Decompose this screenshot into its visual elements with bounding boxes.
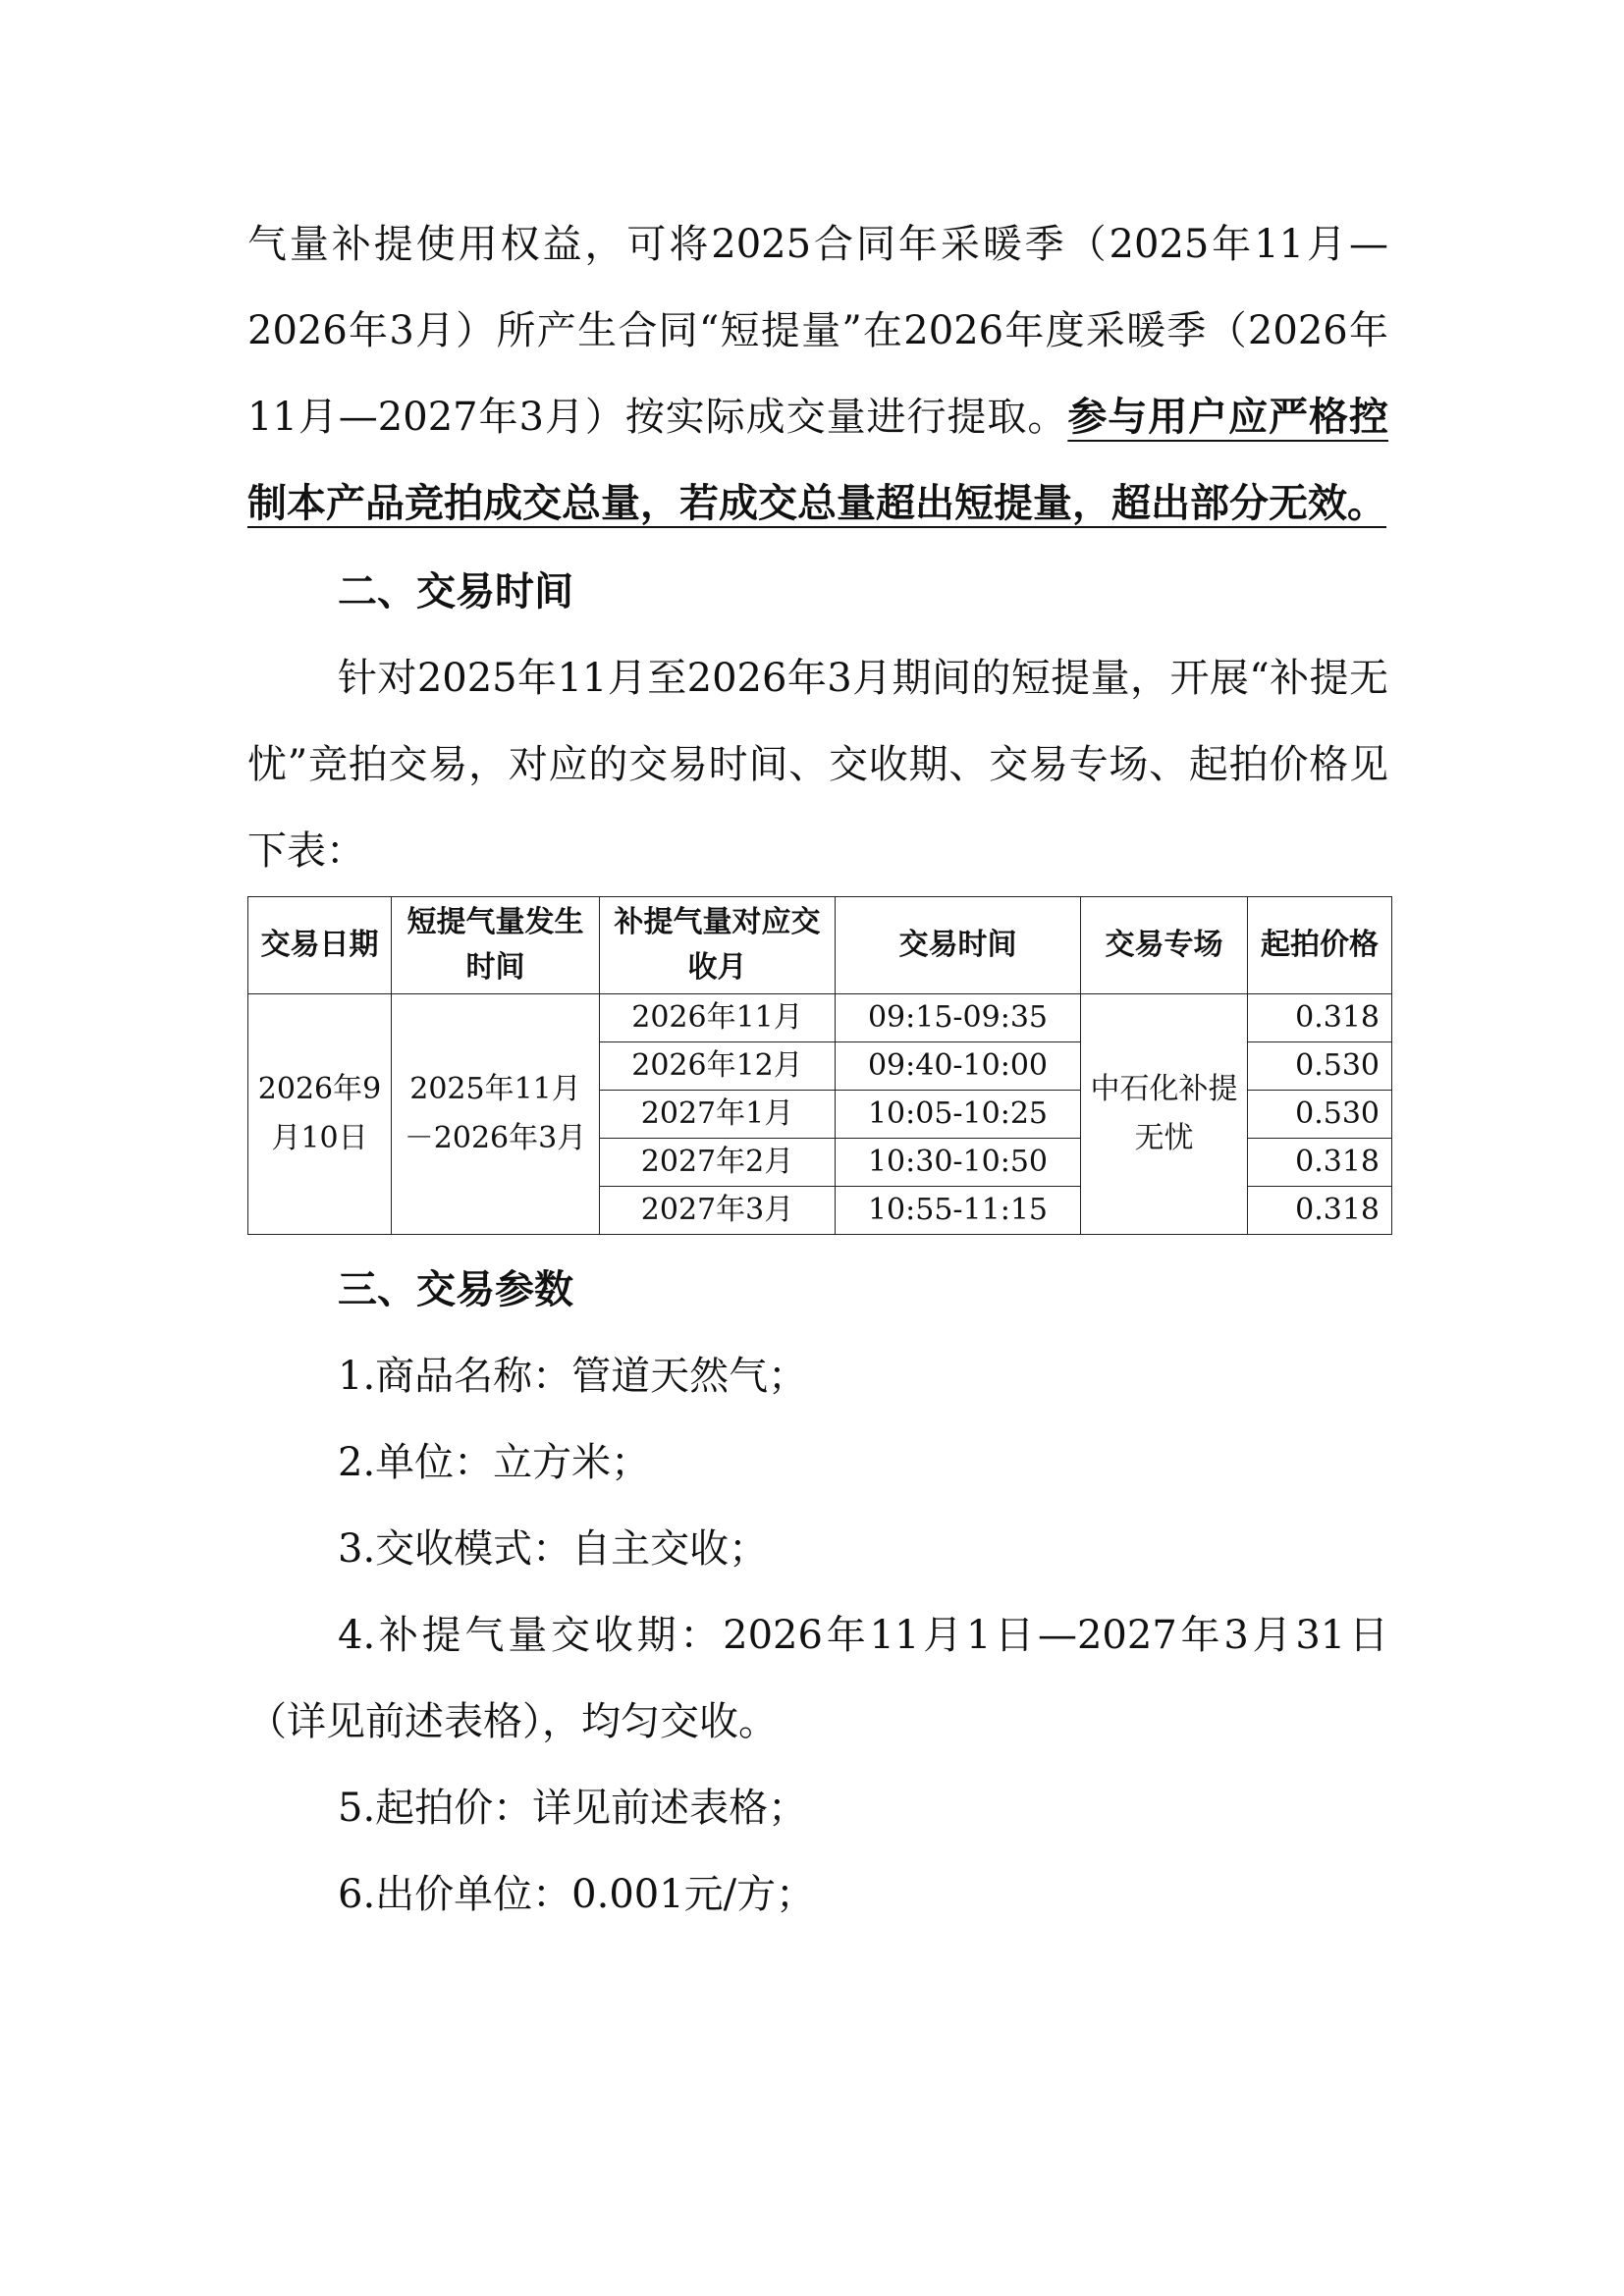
intro-paragraph — [247, 201, 1388, 547]
cell-delivery-month: 2026年12月 — [600, 1042, 836, 1091]
param-item: 6.出价单位：0.001元/方； — [338, 1872, 816, 1917]
cell-trade-time: 10:55-11:15 — [836, 1187, 1081, 1235]
table-header-row — [248, 897, 1392, 994]
header-shortfall-period: 短提气量发生时间 — [392, 897, 600, 994]
cell-shortfall-period: 2025年11月－2026年3月 — [392, 994, 600, 1235]
cell-delivery-month: 2027年3月 — [600, 1187, 836, 1235]
intro-text: 气量补提使用权益，可将2025合同年采暖季（2025年11月—2026年3月）所产生合同“短提量”在2026年度采暖季（2026年11月—2027年3月）按实际成交量进行提取。 — [247, 222, 1388, 440]
table-row — [248, 994, 1392, 1042]
param-item: 4.补提气量交收期：2026年11月1日—2027年3月31日（详见前述表格），均匀交收。 — [247, 1613, 1388, 1744]
cell-trade-time: 10:05-10:25 — [836, 1091, 1081, 1139]
cell-trade-time: 09:40-10:00 — [836, 1042, 1081, 1091]
header-trade-date: 交易日期 — [248, 897, 392, 994]
cell-start-price: 0.318 — [1248, 1139, 1392, 1187]
section-heading-trade-time: 二、交易时间 — [338, 569, 573, 614]
param-item: 1.商品名称：管道天然气； — [338, 1354, 808, 1399]
cell-trade-time: 09:15-09:35 — [836, 994, 1081, 1042]
trade-time-paragraph: 针对2025年11月至2026年3月期间的短提量，开展“补提无忧”竞拍交易，对应的交易时间、交收期、交易专场、起拍价格见下表： — [247, 656, 1388, 874]
cell-delivery-month: 2027年1月 — [600, 1091, 836, 1139]
cell-session: 中石化补提无忧 — [1081, 994, 1248, 1235]
cell-start-price: 0.530 — [1248, 1091, 1392, 1139]
header-start-price: 起拍价格 — [1248, 897, 1392, 994]
intro-emphasis: 参与用户应严格控制本产品竞拍成交总量，若成交总量超出短提量，超出部分无效。 — [247, 395, 1388, 526]
cell-start-price: 0.530 — [1248, 1042, 1392, 1091]
cell-delivery-month: 2027年2月 — [600, 1139, 836, 1187]
document-page — [247, 201, 1388, 1938]
cell-start-price: 0.318 — [1248, 1187, 1392, 1235]
param-item: 3.交收模式：自主交收； — [338, 1526, 769, 1572]
trade-schedule-table — [247, 896, 1392, 1235]
cell-trade-date: 2026年9月10日 — [248, 994, 392, 1235]
cell-start-price: 0.318 — [1248, 994, 1392, 1042]
header-delivery-month: 补提气量对应交收月 — [600, 897, 836, 994]
header-session: 交易专场 — [1081, 897, 1248, 994]
param-item: 5.起拍价：详见前述表格； — [338, 1786, 808, 1831]
header-trade-time: 交易时间 — [836, 897, 1081, 994]
param-item: 2.单位：立方米； — [338, 1440, 651, 1485]
cell-trade-time: 10:30-10:50 — [836, 1139, 1081, 1187]
cell-delivery-month: 2026年11月 — [600, 994, 836, 1042]
section-heading-trade-params: 三、交易参数 — [338, 1267, 573, 1312]
